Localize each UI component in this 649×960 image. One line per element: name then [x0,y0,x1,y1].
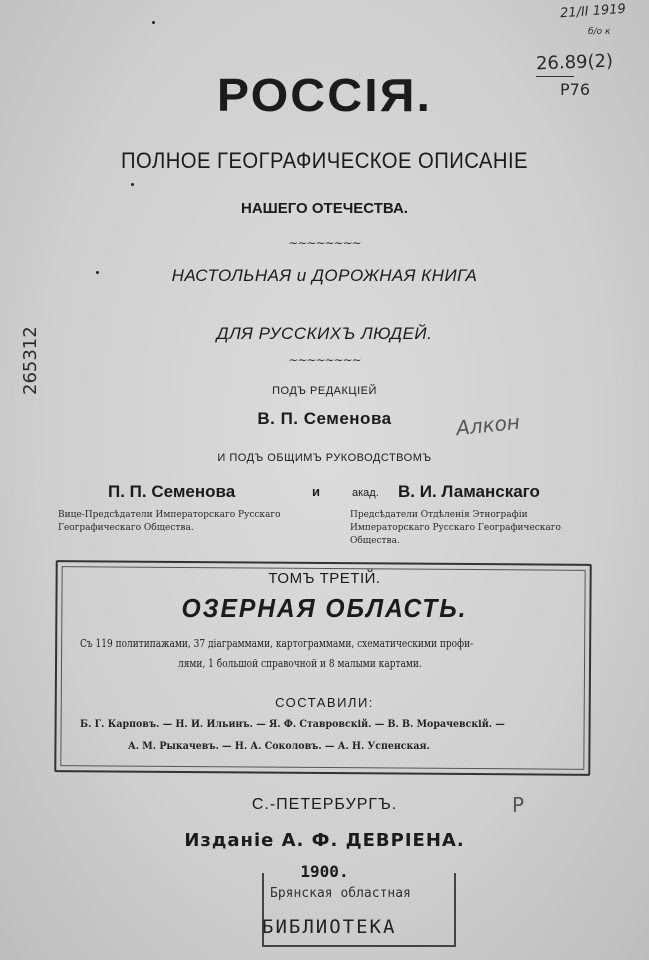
lead-left-name: П. П. Семенова [108,482,236,501]
lead-right-description: Предсѣдатели Отдѣленія Этнографіи Императорскаго Русскаго Географическаго Общества. [350,510,561,546]
compiled-by-label: СОСТАВИЛИ: [275,695,374,710]
city: С.-ПЕТЕРБУРГЪ. [251,796,398,813]
paper-speck [96,271,99,274]
conjunction: и [312,484,320,499]
publisher: Изданіе А. Ф. ДЕВРІЕНА. [184,830,465,851]
lead-right-prefix: акад. [352,487,379,499]
lead-right-name: В. И. Ламанскаго [398,482,540,501]
library-stamp-line1: Брянская областная [270,886,411,901]
decorative-divider-2: ∼∼∼∼∼∼∼∼ [288,353,361,367]
library-stamp-line2: БИБЛИОТЕКА [262,916,397,938]
book-subtitle: ПОЛНОЕ ГЕОГРАФИЧЕСКОЕ ОПИСАНІЕ [120,148,528,173]
year: 1900. [300,862,349,881]
volume-label: ТОМЪ ТРЕТІЙ. [268,570,381,587]
guidance-intro: И ПОДЪ ОБЩИМЪ РУКОВОДСТВОМЪ [217,452,432,464]
volume-region: ОЗЕРНАЯ ОБЛАСТЬ. [181,593,468,623]
audience: ДЛЯ РУССКИХЪ ЛЮДЕЙ. [216,324,433,343]
volume-contents-line2: лями, 1 большой справочной и 8 малыми картами. [178,657,422,670]
lead-left-description: Вице-Предсѣдатели Императорскаго Русскаго Географическаго Общества. [58,510,281,533]
handwritten-note: б/о к [588,27,611,37]
handwritten-signature: Алкон [454,409,521,441]
paper-speck [152,21,155,24]
editor-name: В. П. Семенова [257,409,392,428]
inventory-number: 265312 [20,326,41,395]
handwritten-shelf-mark: Р76 [560,80,591,99]
book-subtitle-line2: НАШЕГО ОТЕЧЕСТВА. [241,200,408,217]
authors-line2: А. М. Рыкачевъ. — Н. А. Соколовъ. — А. Н. Успенская. [128,740,430,752]
decorative-divider: ∼∼∼∼∼∼∼∼ [288,236,361,250]
editor-intro: ПОДЪ РЕДАКЦІЕЙ [272,385,377,397]
handwritten-date: 21/II 1919 [559,1,627,22]
authors-line1: Б. Г. Карповъ. — Н. И. Ильинъ. — Я. Ф. Ставровскій. — В. В. Морачевскій. — [80,718,505,730]
handwritten-letter: Р [512,793,525,817]
book-type: НАСТОЛЬНАЯ и ДОРОЖНАЯ КНИГА [171,266,478,285]
book-title: РОССІЯ. [216,69,433,121]
paper-speck [131,183,134,186]
volume-contents-line1: Съ 119 политипажами, 37 діаграммами, картограммами, схематическими профи- [80,637,474,650]
call-number-underline [536,76,574,77]
handwritten-call-number: 26.89(2) [535,50,614,75]
